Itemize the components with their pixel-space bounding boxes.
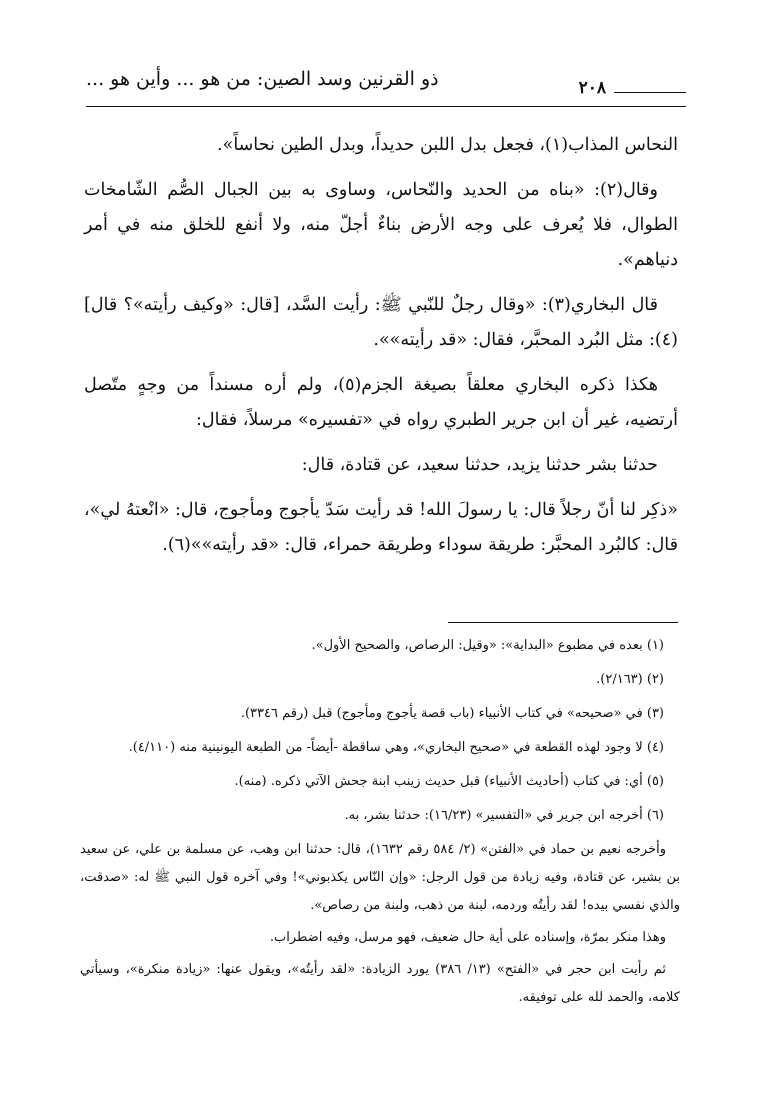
- footnote-6-continuation-1: وأخرجه نعيم بن حماد في «الفتن» (٢/ ٥٨٤ رقم ١٦٣٢)، قال: حدثنا ابن وهب، عن مسلمة بن علي، عن سعيد بن بشير، عن قتادة، وفيه زيادة من قول الرجل: «وإن النّاس يكذبوني»! وفي آخره قول النبي ﷺ له: «صدقت، والذي نفسي بيده! لقد رأيتُه وردمه، لبنة من ذهب، ولبنة من رصاص».: [80, 842, 680, 913]
- running-header: [86, 68, 686, 108]
- paragraph-1: النحاس المذاب(١)، فجعل بدل اللبن حديداً، وبدل الطين نحاساً».: [217, 135, 678, 155]
- footnotes: [80, 632, 680, 1016]
- header-title: ذو القرنين وسد الصين: من هو ... وأين هو ...: [86, 68, 439, 90]
- footnote-6-continuation-2: وهذا منكر بمرّة، وإسناده على أية حال ضعيف، فهو مرسل، وفيه اضطراب.: [269, 930, 666, 945]
- footnote-2: (٢) (٢/١٦٣).: [596, 672, 664, 687]
- footnote-6-continuation-3: ثم رأيت ابن حجر في «الفتح» (١٣/ ٣٨٦) يورد الزيادة: «لقد رأيتُه»، ويقول عنها: «زيادة منكرة»، وسيأتي كلامه، والحمد لله على توفيقه.: [80, 962, 680, 1005]
- footnote-1: (١) بعده في مطبوع «البداية»: «وقيل: الرصاص، والصحيح الأول».: [311, 638, 664, 653]
- footnote-6: (٦) أخرجه ابن جرير في «التفسير» (١٦/٢٣): حدثنا بشر، به.: [344, 808, 664, 823]
- page-number: ٢٠٨: [578, 78, 606, 98]
- footnote-4: (٤) لا وجود لهذه القطعة في «صحيح البخاري»، وهي ساقطة -أيضاً- من الطبعة اليونينية منه (٤/١١٠).: [128, 740, 664, 755]
- paragraph-2: وقال(٢): «بناه من الحديد والنّحاس، وساوى به بين الجبال الصُّم الشّامخات الطوال، فلا يُعرف على وجه الأرض بناءٌ أجلّ منه، ولا أنفع للخلق منه في أمر دنياهم».: [84, 180, 678, 270]
- paragraph-4: هكذا ذكره البخاري معلقاً بصيغة الجزم(٥)، ولم أره مسنداً من وجهٍ متّصل أرتضيه، غير أن ابن جرير الطبري رواه في «تفسيره» مرسلاً، فقال:: [84, 375, 678, 430]
- paragraph-3: قال البخاري(٣): «وقال رجلٌ للنّبي ﷺ: رأيت السَّد، [قال: «وكيف رأيته»؟ قال](٤): مثل البُرد المحبَّر، فقال: «قد رأيته»».: [84, 295, 678, 350]
- footnote-3: (٣) في «صحيحه» في كتاب الأنبياء (باب قصة يأجوج ومأجوج) قبل (رقم ٣٣٤٦).: [240, 706, 664, 721]
- footnote-5: (٥) أي: في كتاب (أحاديث الأنبياء) قبل حديث زينب ابنة جحش الآتي ذكره. (منه).: [234, 774, 664, 789]
- page-number-dash: [614, 92, 686, 93]
- paragraph-6: «ذكِر لنا أنّ رجلاً قال: يا رسولَ الله! قد رأيت سَدّ يأجوج ومأجوج، قال: «انْعتهُ لي»، قال: كالبُرد المحبَّر: طريقة سوداء وطريقة حمراء، قال: «قد رأيته»»(٦).: [84, 500, 678, 555]
- footnote-separator: [448, 622, 678, 623]
- paragraph-5: حدثنا بشر حدثنا يزيد، حدثنا سعيد، عن قتادة، قال:: [301, 455, 658, 475]
- main-text: [84, 128, 678, 573]
- header-rule: [86, 106, 686, 107]
